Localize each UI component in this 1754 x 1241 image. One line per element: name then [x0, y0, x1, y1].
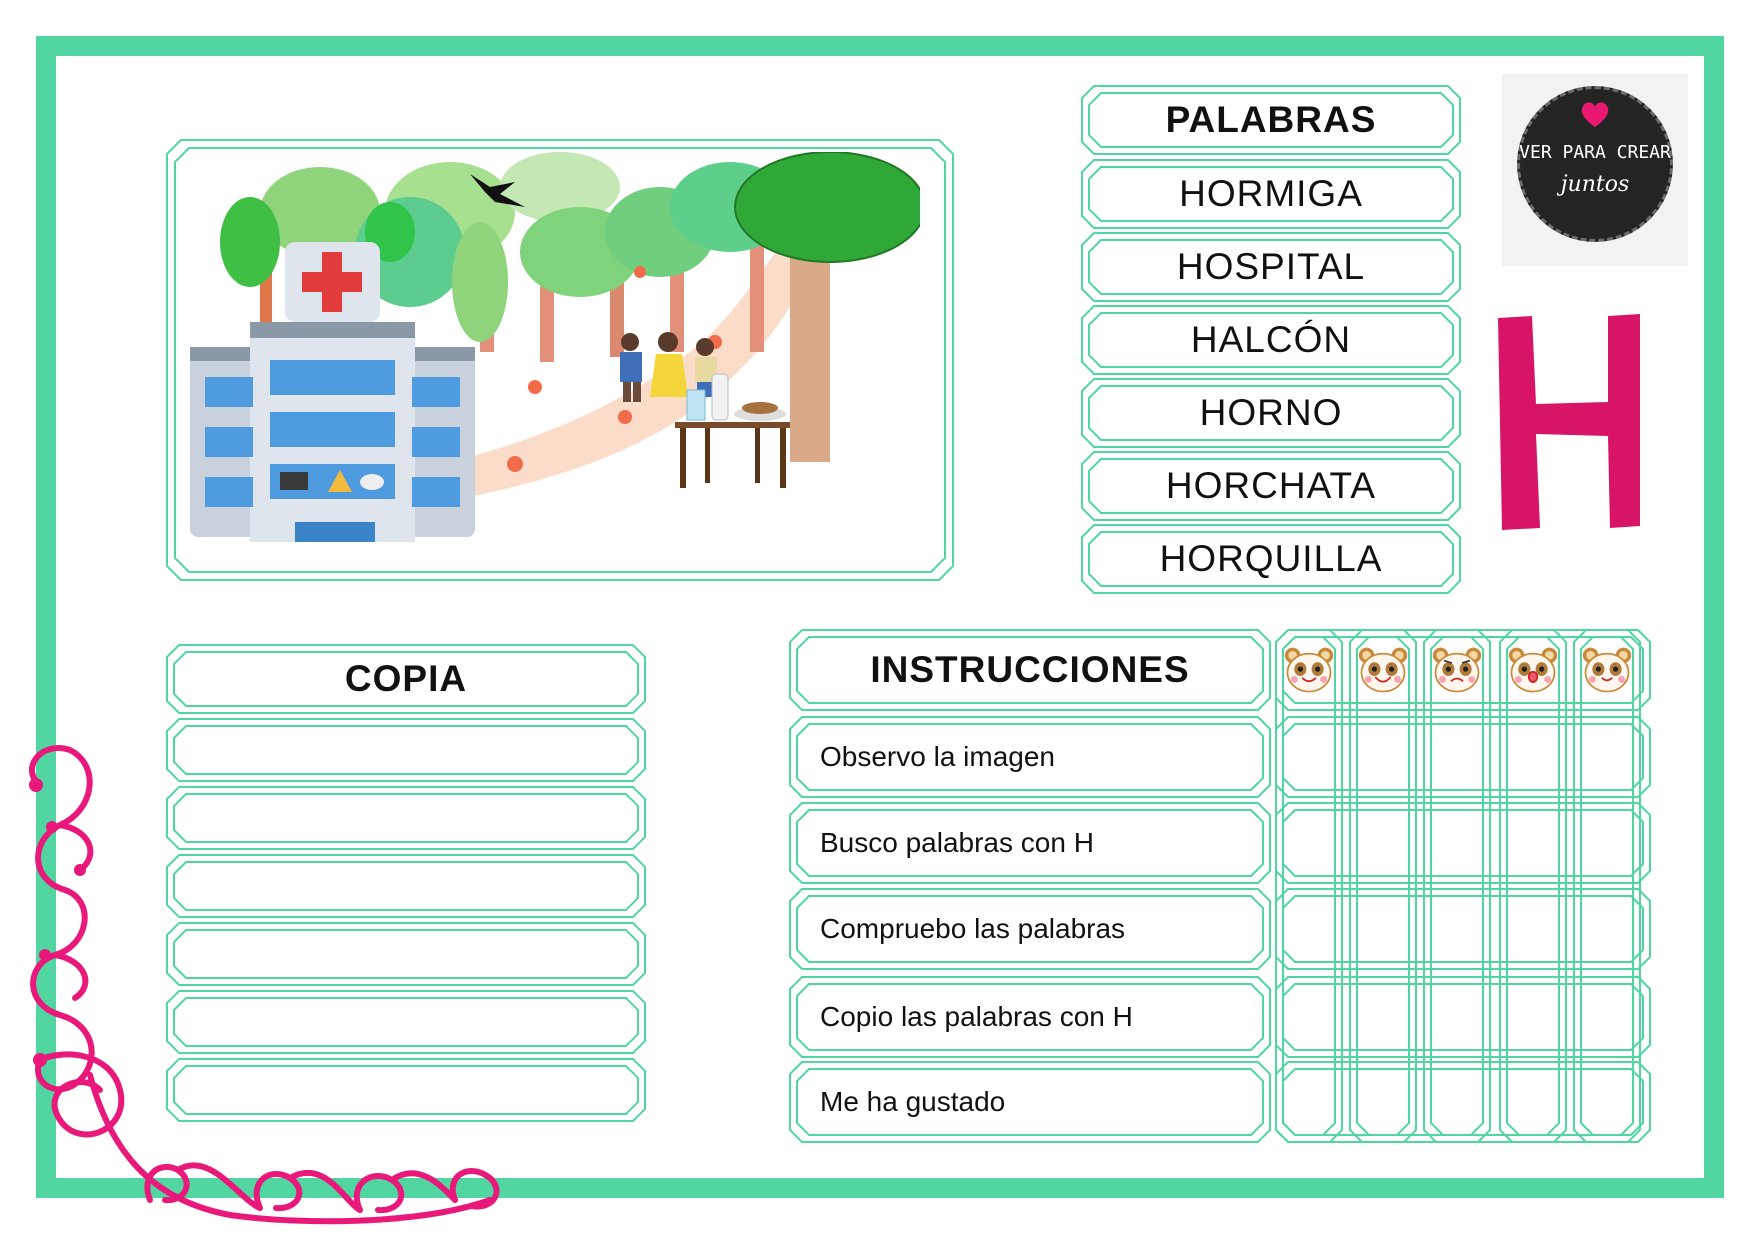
word-list-header	[1082, 86, 1460, 154]
instruction-row	[790, 1062, 1270, 1142]
logo-text-bottom: juntos	[1560, 172, 1630, 197]
park-hospital-illustration	[190, 152, 920, 562]
copy-line[interactable]	[167, 787, 645, 849]
logo-text-top: VER PARA CREAR	[1519, 142, 1671, 163]
copy-line[interactable]	[167, 1059, 645, 1121]
copy-header	[167, 645, 645, 713]
shy-panda-icon[interactable]	[1581, 645, 1633, 695]
instruction-row	[790, 717, 1270, 797]
copy-line[interactable]	[167, 923, 645, 985]
instruction-text: Me ha gustado	[820, 1086, 1006, 1117]
smiling-panda-icon[interactable]	[1357, 645, 1409, 695]
word-card-text: HORCHATA	[1165, 465, 1377, 506]
rating-column	[1424, 630, 1490, 1142]
instructions-title: INSTRUCCIONES	[870, 649, 1190, 690]
big-letter-h	[1490, 308, 1670, 533]
logo-box	[1502, 74, 1688, 266]
instruction-text: Observo la imagen	[820, 741, 1056, 772]
instruction-row	[790, 803, 1270, 883]
word-card	[1082, 233, 1460, 301]
word-list-title: PALABRAS	[1165, 99, 1377, 140]
instruction-text: Compruebo las palabras	[820, 913, 1126, 944]
surprised-panda-icon[interactable]	[1507, 645, 1559, 695]
word-card-text: HORMIGA	[1179, 173, 1363, 214]
word-card	[1082, 306, 1460, 374]
word-card-text: HOSPITAL	[1176, 246, 1366, 287]
copy-title: COPIA	[344, 658, 468, 699]
rating-column	[1350, 630, 1416, 1142]
word-card	[1082, 160, 1460, 228]
rating-column	[1276, 630, 1342, 1142]
happy-panda-icon[interactable]	[1283, 645, 1335, 695]
word-card-text: HALCÓN	[1190, 319, 1352, 360]
copy-line[interactable]	[167, 991, 645, 1053]
word-card	[1082, 525, 1460, 593]
rating-column	[1500, 630, 1566, 1142]
copy-line[interactable]	[167, 855, 645, 917]
instruction-text: Copio las palabras con H	[820, 1001, 1133, 1032]
heart-icon	[1580, 100, 1610, 128]
instruction-row	[790, 977, 1270, 1057]
word-card	[1082, 452, 1460, 520]
copy-line[interactable]	[167, 719, 645, 781]
worried-panda-icon[interactable]	[1431, 645, 1483, 695]
instruction-row	[790, 889, 1270, 969]
instructions-header	[790, 630, 1270, 710]
rating-column	[1574, 630, 1640, 1142]
instruction-text: Busco palabras con H	[820, 827, 1094, 858]
word-card-text: HORQUILLA	[1159, 538, 1383, 579]
word-card-text: HORNO	[1199, 392, 1343, 433]
word-card	[1082, 379, 1460, 447]
